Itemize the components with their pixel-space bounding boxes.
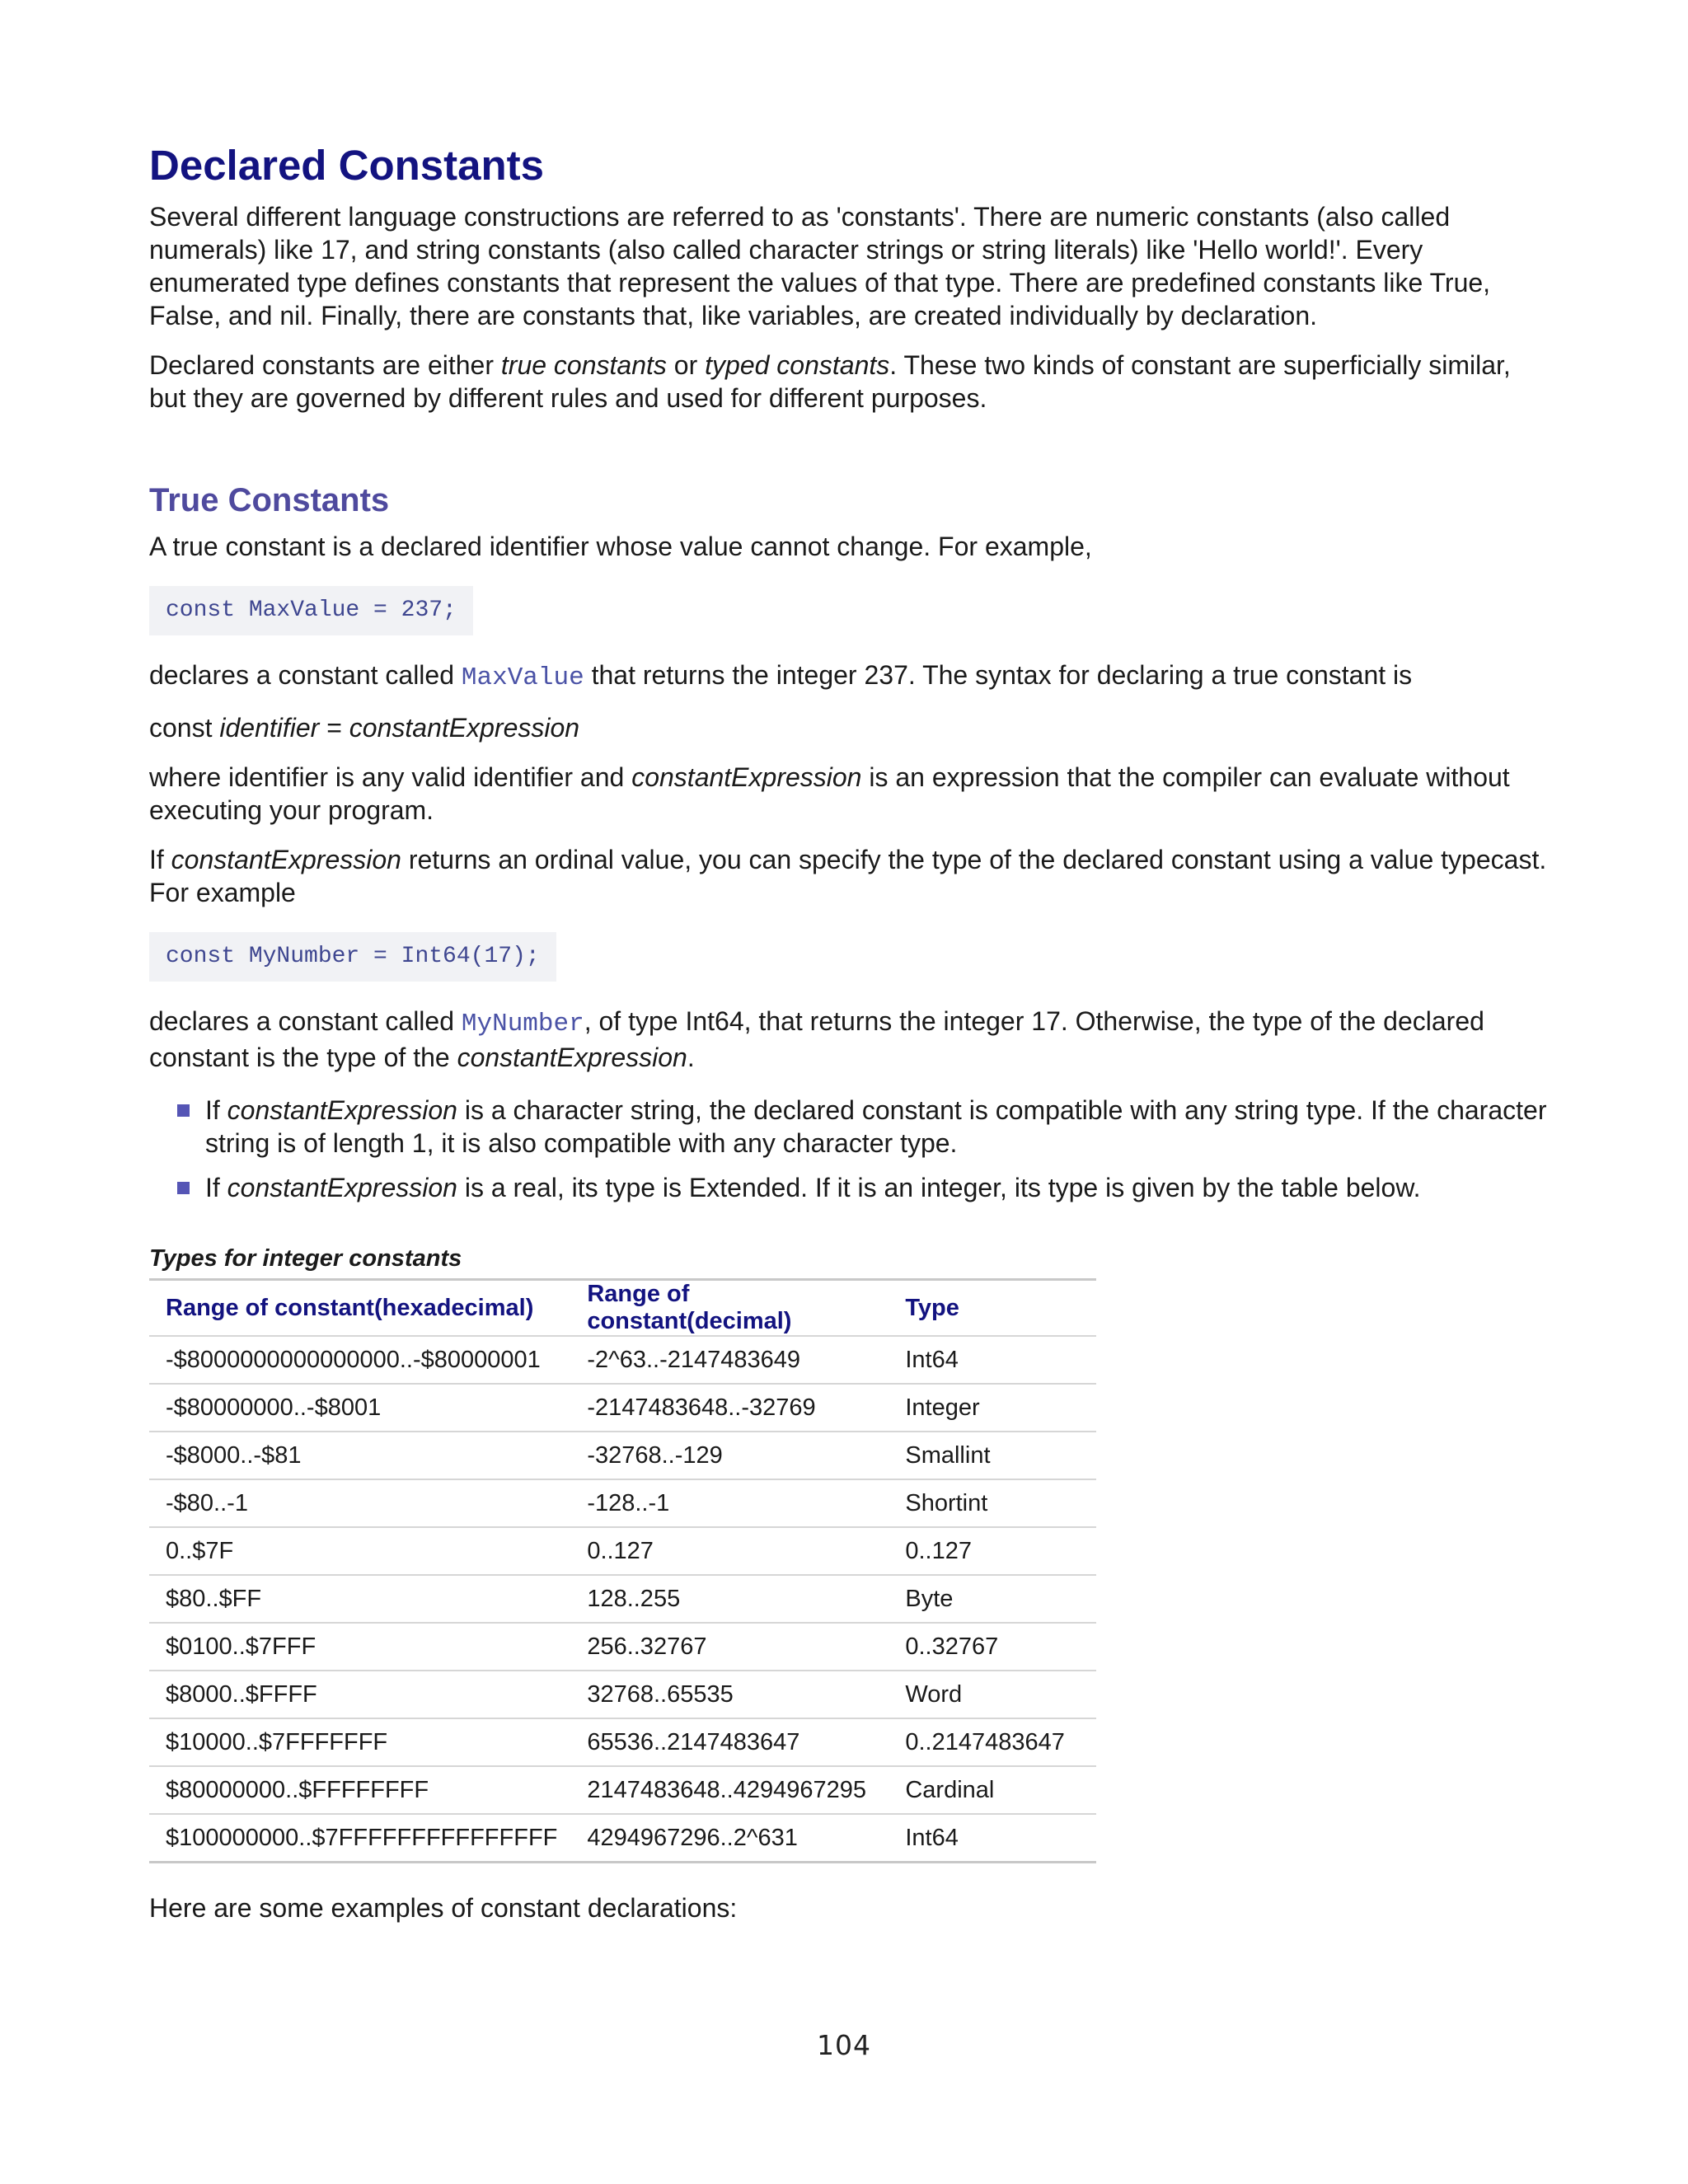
cell-decimal: 4294967296..2^631 [587,1824,798,1851]
list-item: If constantExpression is a real, its type is Extended. If it is an integer, its type is given by the table below. [177,1171,1550,1204]
cell-decimal: 32768..65535 [587,1671,905,1718]
inline-code-mynumber: MyNumber [461,1010,584,1039]
table-row [149,1527,1096,1575]
cell-type: Int64 [905,1336,1096,1384]
cell-hex: -$80000000..-$8001 [149,1384,587,1432]
cell-type: Smallint [905,1432,1096,1479]
true-constants-paragraph-3: where identifier is any valid identifier and constantExpression is an expression that the compiler can evaluate without executing your program. [149,762,1510,826]
section-heading-true-constants: True Constants [149,482,390,519]
column-header-decimal: Range of constant(decimal) [587,1280,905,1337]
cell-type: 0..2147483647 [905,1718,1096,1766]
table-row [149,1671,1096,1718]
column-header-type: Type [905,1280,1096,1337]
cell-decimal: 65536..2147483647 [587,1718,905,1766]
cell-hex: -$80..-1 [149,1479,587,1527]
true-constants-paragraph-1: A true constant is a declared identifier whose value cannot change. For example, [149,532,1092,562]
cell-type: 0..127 [905,1527,1096,1575]
closing-paragraph: Here are some examples of constant declarations: [149,1893,738,1924]
cell-hex: -$8000000000000000..-$80000001 [149,1336,587,1384]
table-caption: Types for integer constants [149,1245,462,1272]
cell-hex: $80..$FF [149,1575,587,1623]
cell-hex: 0..$7F [149,1527,587,1575]
cell-decimal: -2^63..-2147483649 [587,1336,905,1384]
cell-decimal: 128..255 [587,1575,905,1623]
intro-paragraph-2: Declared constants are either true constants or typed constants. These two kinds of constant are superficially similar, but they are governed by different rules and used for different purposes. [149,350,1511,414]
cell-type: Integer [905,1384,1096,1432]
table-header-row [149,1280,1096,1337]
cell-type: Byte [905,1575,1096,1623]
intro-paragraph-1: Several different language constructions are referred to as 'constants'. There are numeric constants (also called numerals) like 17, and string constants (also called character strings or string literals) like 'Hello world!'. Every enumerated type defines constants that represent the values of that type. There are predefined constants like True, False, and nil. Finally, there are constants that, like variables, are created individually by declaration. [149,202,1491,331]
cell-type: 0..32767 [905,1623,1096,1671]
true-constants-paragraph-5: declares a constant called MyNumber, of type Int64, that returns the integer 17. Otherwise, the type of the declared constant is the type of the constantExpression. [149,1006,1484,1073]
table-row [149,1432,1096,1479]
cell-type: Word [905,1671,1096,1718]
page-title: Declared Constants [149,142,544,189]
cell-type: Int64 [905,1824,959,1851]
table-row [149,1623,1096,1671]
bullet-square-icon [177,1104,190,1117]
code-example-mynumber: const MyNumber = Int64(17); [149,932,556,982]
syntax-line: const identifier = constantExpression [149,713,580,743]
cell-type: Cardinal [905,1766,1096,1814]
table-row [149,1718,1096,1766]
document-page [149,140,1550,1924]
cell-decimal: 0..127 [587,1527,905,1575]
cell-hex: $0100..$7FFF [149,1623,587,1671]
table-row [149,1766,1096,1814]
cell-hex: $80000000..$FFFFFFFF [149,1766,587,1814]
list-item: If constantExpression is a character string, the declared constant is compatible with any string type. If the character string is of length 1, it is also compatible with any character type. [177,1094,1550,1160]
inline-code-maxvalue: MaxValue [461,663,584,693]
table-row [149,1479,1096,1527]
page-number: 104 [817,2029,871,2061]
cell-hex: $8000..$FFFF [149,1671,587,1718]
bullet-list [149,1094,1550,1204]
true-constants-paragraph-4: If constantExpression returns an ordinal value, you can specify the type of the declared constant using a value typecast. For example [149,845,1547,908]
table-row [149,1814,1096,1863]
cell-decimal: 2147483648..4294967295 [587,1766,905,1814]
table-row [149,1575,1096,1623]
cell-hex: $100000000..$7FFFFFFFFFFFFFFF [166,1824,558,1851]
cell-decimal: -2147483648..-32769 [587,1384,905,1432]
column-header-hex: Range of constant(hexadecimal) [149,1280,587,1337]
cell-decimal: 256..32767 [587,1623,905,1671]
table-row [149,1384,1096,1432]
cell-decimal: -128..-1 [587,1479,905,1527]
true-constants-paragraph-2: declares a constant called MaxValue that returns the integer 237. The syntax for declaring a true constant is [149,660,1413,693]
integer-constants-table [149,1278,1096,1863]
bullet-square-icon [177,1182,190,1194]
cell-decimal: -32768..-129 [587,1432,905,1479]
code-example-maxvalue: const MaxValue = 237; [149,586,473,635]
table-row [149,1336,1096,1384]
cell-hex: $10000..$7FFFFFFF [149,1718,587,1766]
cell-type: Shortint [905,1479,1096,1527]
cell-hex: -$8000..-$81 [149,1432,587,1479]
